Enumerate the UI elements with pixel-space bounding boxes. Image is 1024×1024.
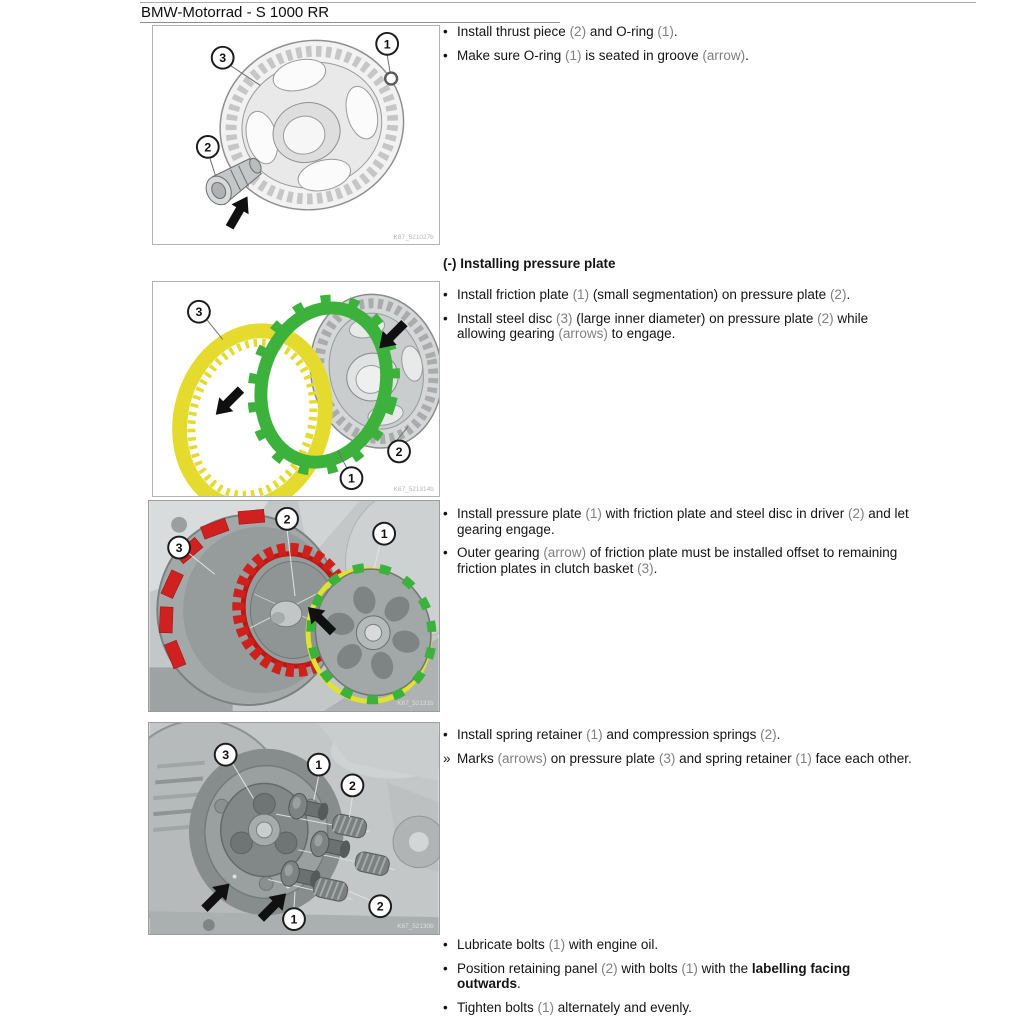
bullet-marker: • (443, 24, 448, 39)
bullet-marker: • (443, 999, 448, 1015)
instruction-text: Install thrust piece (2) and O-ring (1). (457, 24, 678, 39)
instruction-text: Marks (arrows) on pressure plate (3) and spring retainer (1) face each other. (457, 750, 912, 766)
section-heading: (-) Installing pressure plate (443, 256, 616, 271)
bullet-marker: • (443, 310, 448, 326)
instruction-item (443, 545, 1021, 576)
instruction-text: Install spring retainer (1) and compression springs (2). (457, 727, 781, 742)
instruction-item (443, 48, 1021, 64)
callout-label: 2 (349, 778, 356, 793)
instruction-item (443, 287, 1021, 303)
callout-label: 1 (380, 527, 388, 542)
callout-label: 2 (395, 444, 403, 459)
instruction-text: Position retaining panel (2) with bolts (1) with the labelling facing outwards. (457, 960, 851, 991)
figure-code: K67_521314b (393, 486, 434, 494)
spring-retainer-photo (149, 723, 439, 934)
instruction-text: Outer gearing (arrow) of friction plate must be installed offset to remaining friction plates in clutch basket (3). (457, 545, 898, 576)
instruction-item (443, 727, 1021, 743)
section-heading-block (443, 256, 1021, 272)
figure-pressure-plate-install (148, 500, 440, 712)
instruction-text: Tighten bolts (1) alternately and evenly. (457, 999, 692, 1015)
instruction-text: Lubricate bolts (1) with engine oil. (457, 937, 659, 952)
instruction-text: Install pressure plate (1) with friction plate and steel disc in driver (2) and let gearing engage. (457, 506, 909, 537)
callout-label: 3 (195, 305, 203, 320)
o-ring-art (385, 73, 397, 85)
instructions-bolts (443, 937, 1021, 1023)
callout-label: 2 (204, 140, 212, 155)
figure-spring-retainer-bolts (148, 722, 440, 935)
callout-label: 1 (290, 912, 298, 927)
instructions-spring-retainer (443, 727, 1021, 774)
callout-label: 3 (175, 541, 183, 556)
instruction-item (443, 311, 1021, 342)
instructions-pressure-plate (443, 506, 1021, 584)
instruction-text: Make sure O-ring (1) is seated in groove (arrow). (457, 47, 749, 63)
bullet-marker: • (443, 727, 448, 742)
instruction-text: Install steel disc (3) (large inner diameter) on pressure plate (2) while allowing gearing (arrows) to engage. (457, 310, 869, 341)
callout-label: 2 (283, 512, 291, 527)
header-top-rule (140, 2, 976, 3)
pressure-plate-install-photo (149, 501, 439, 711)
callout-label: 1 (383, 37, 391, 52)
bullet-marker: • (443, 287, 448, 302)
result-marker: » (443, 750, 451, 766)
figure-friction-plate-steel-disc (152, 281, 440, 497)
bullet-marker: • (443, 545, 448, 560)
instruction-text: Install friction plate (1) (small segmentation) on pressure plate (2). (457, 287, 851, 302)
figure-code: K67_521027b (393, 234, 434, 242)
instruction-item (443, 506, 1021, 537)
bullet-marker: • (443, 506, 448, 521)
page-title: BMW-Motorrad - S 1000 RR (141, 4, 330, 21)
instruction-item (443, 961, 1021, 992)
instruction-item (443, 1000, 1021, 1016)
callout-label: 3 (222, 748, 230, 763)
thrust-piece-oring-drawing (153, 26, 439, 244)
bullet-marker: • (443, 960, 448, 976)
instructions-friction-plate (443, 287, 1021, 350)
friction-plate-steel-disc-drawing (153, 282, 439, 496)
bullet-marker: • (443, 937, 448, 952)
bullet-marker: • (443, 47, 448, 63)
header-under-rule (140, 22, 560, 23)
instruction-item (443, 751, 1021, 767)
figure-thrust-piece-oring (152, 25, 440, 245)
figure-code: K67_52130b (397, 923, 434, 931)
callout-label: 3 (219, 51, 227, 66)
callout-label: 1 (348, 471, 355, 486)
instruction-item (443, 937, 1021, 953)
instruction-item (443, 24, 1021, 40)
callout-label: 1 (315, 758, 323, 773)
callout-label: 2 (376, 899, 384, 914)
figure-code: K67_52131b (397, 700, 434, 708)
instructions-thrust-piece (443, 24, 1021, 71)
